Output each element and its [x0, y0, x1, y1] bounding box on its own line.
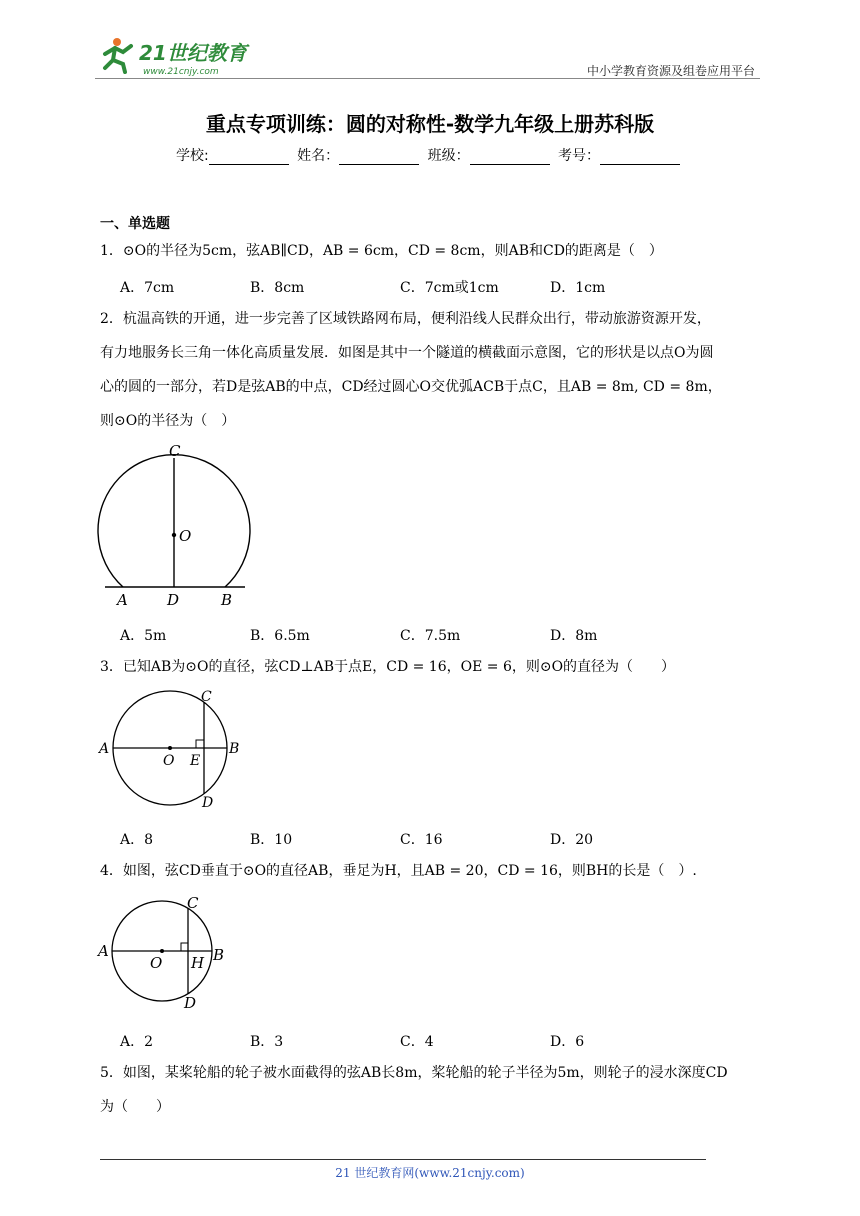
logo-text: 21世纪教育	[139, 41, 247, 65]
circle-figure-q4	[95, 890, 235, 1014]
q2-option-b[interactable]: B．6.5m	[250, 628, 310, 644]
label-e: E	[190, 753, 201, 769]
q3-option-b[interactable]: B．10	[250, 832, 293, 848]
question-2-line-2: 有力地服务长三角一体化高质量发展．如图是其中一个隧道的横截面示意图，它的形状是以点O为圆	[100, 345, 714, 361]
label-b: B	[221, 591, 233, 609]
label-a: A	[117, 591, 128, 609]
q1-option-b[interactable]: B．8cm	[250, 280, 305, 296]
label-a: A	[98, 942, 109, 960]
q2-option-a[interactable]: A．5m	[120, 628, 167, 644]
q1-option-c[interactable]: C．7cm或1cm	[400, 280, 499, 296]
exam-no-label: 考号：	[558, 148, 601, 164]
footer-divider	[100, 1159, 706, 1160]
school-field[interactable]	[209, 151, 289, 165]
q4-option-a[interactable]: A．2	[120, 1034, 154, 1050]
q2-option-c[interactable]: C．7.5m	[400, 628, 461, 644]
label-o: O	[163, 753, 175, 769]
name-label: 姓名：	[297, 148, 340, 164]
question-3: 3．已知AB为⊙O的直径，弦CD⊥AB于点E，CD = 16，OE = 6，则⊙O的直径为（ ）	[100, 659, 676, 675]
circle-figure-q3	[95, 685, 245, 813]
header-divider	[95, 78, 760, 79]
q3-option-d[interactable]: D．20	[550, 832, 594, 848]
label-a: A	[99, 741, 110, 757]
label-h: H	[191, 954, 205, 972]
platform-tagline: 中小学教育资源及组卷应用平台	[586, 64, 755, 78]
label-o: O	[150, 954, 163, 972]
logo-url: www.21cnjy.com	[143, 67, 219, 77]
label-b: B	[229, 741, 240, 757]
label-b: B	[213, 946, 225, 964]
tunnel-figure	[95, 440, 265, 612]
section-heading: 一、单选题	[100, 216, 170, 232]
question-2-line-1: 2．杭温高铁的开通，进一步完善了区域铁路网布局，便利沿线人民群众出行，带动旅游资源开发，	[100, 311, 711, 327]
class-field[interactable]	[470, 151, 550, 165]
student-info	[0, 145, 860, 165]
label-d: D	[167, 591, 180, 609]
logo	[95, 34, 255, 78]
label-o: O	[179, 527, 192, 545]
footer-text[interactable]: 21 世纪教育网(www.21cnjy.com)	[335, 1166, 525, 1180]
label-d: D	[184, 994, 197, 1012]
q1-option-a[interactable]: A．7cm	[120, 280, 175, 296]
school-label: 学校:	[175, 148, 209, 164]
question-2-line-3: 心的圆的一部分，若D是弦AB的中点，CD经过圆心O交优弧ACB于点C，且AB = 8m, CD = 8m，	[100, 379, 722, 395]
label-c: C	[187, 894, 199, 912]
q3-option-a[interactable]: A．8	[120, 832, 154, 848]
runner-icon	[105, 38, 131, 72]
q4-option-d[interactable]: D．6	[550, 1034, 585, 1050]
question-4: 4．如图，弦CD垂直于⊙O的直径AB，垂足为H，且AB = 20，CD = 16，则BH的长是（ ）.	[100, 863, 697, 879]
q2-option-d[interactable]: D．8m	[550, 628, 598, 644]
exam-no-field[interactable]	[600, 151, 680, 165]
q4-option-c[interactable]: C．4	[400, 1034, 434, 1050]
class-label: 班级：	[427, 148, 470, 164]
q3-option-c[interactable]: C．16	[400, 832, 443, 848]
label-d: D	[202, 795, 214, 811]
question-2-line-4: 则⊙O的半径为（ ）	[100, 413, 236, 429]
label-c: C	[201, 689, 212, 705]
question-5-line-1: 5．如图，某桨轮船的轮子被水面截得的弦AB长8m，桨轮船的轮子半径为5m，则轮子的浸水深度CD	[100, 1065, 728, 1081]
label-c: C	[169, 442, 181, 460]
q1-option-d[interactable]: D．1cm	[550, 280, 606, 296]
q4-option-b[interactable]: B．3	[250, 1034, 284, 1050]
question-5-line-2: 为（ ）	[100, 1099, 170, 1115]
name-field[interactable]	[339, 151, 419, 165]
question-1: 1．⊙O的半径为5cm，弦AB∥CD，AB = 6cm，CD = 8cm，则AB和CD的距离是（ ）	[100, 243, 663, 259]
page-title: 重点专项训练：圆的对称性-数学九年级上册苏科版	[205, 112, 655, 136]
